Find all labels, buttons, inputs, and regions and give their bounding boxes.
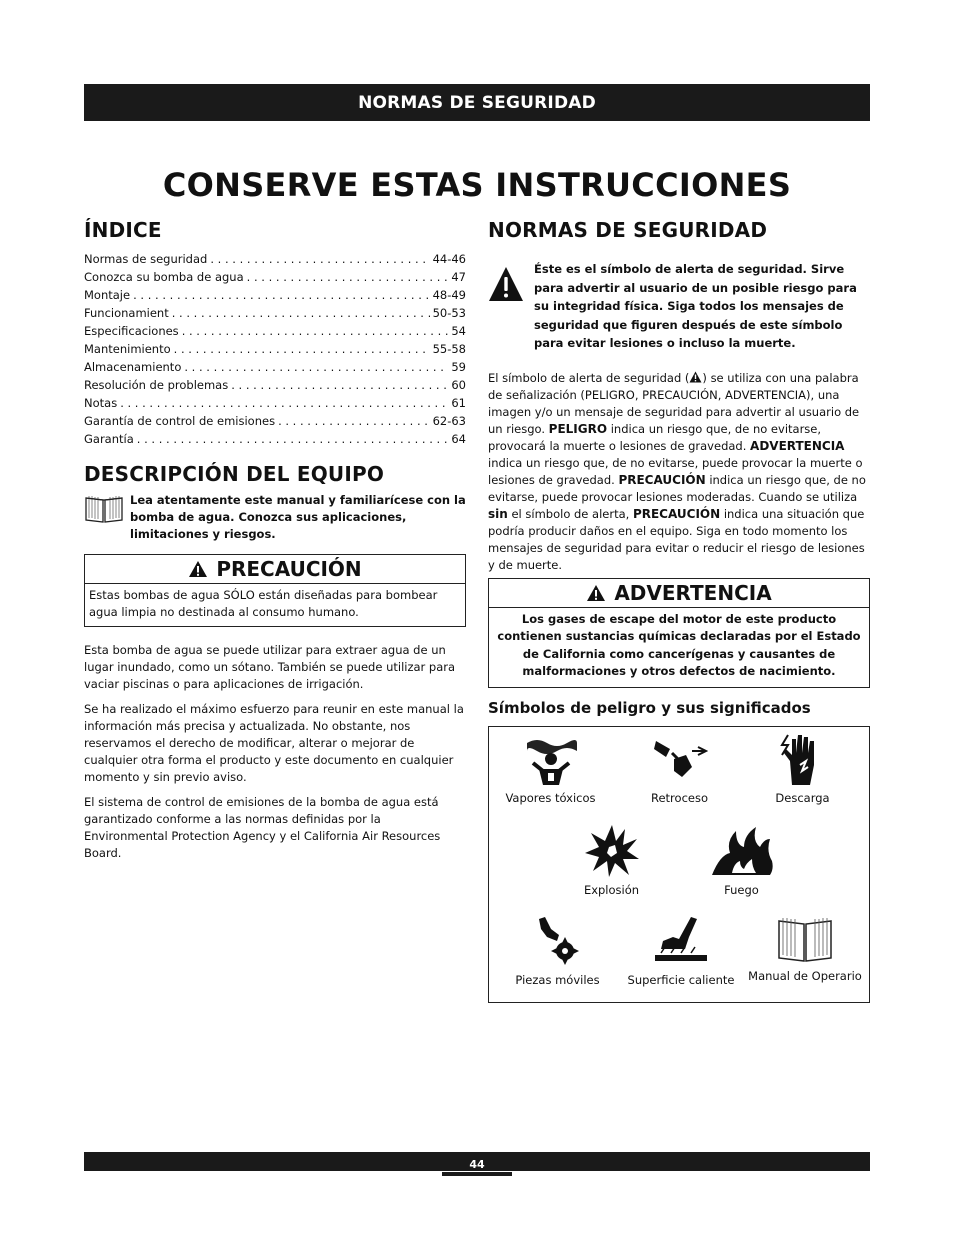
toc-entry xyxy=(84,358,466,376)
symbol-label: Vapores tóxicos xyxy=(505,790,596,805)
symbol-kickback xyxy=(632,737,727,805)
operator-manual-icon xyxy=(777,915,833,963)
read-manual-notice xyxy=(84,492,466,543)
toc-leader-dots xyxy=(210,250,429,268)
warning-box-text: Los gases de escape del motor de este producto contienen sustancias químicas declaradas por el Estado de California como cancerígenas y causantes de malformaciones y otros defectos de nacimiento. xyxy=(497,611,861,678)
table-of-contents xyxy=(84,250,466,448)
explosion-icon xyxy=(585,823,639,877)
hazard-symbols-heading: Símbolos de peligro y sus significados xyxy=(488,698,811,717)
symbol-fire xyxy=(694,825,789,897)
symbol-operator-manual xyxy=(745,915,865,983)
safety-alert-text: Éste es el símbolo de alerta de seguridad. Sirve para advertir al usuario de un posible riesgo para su integridad física. Siga todos los mensajes de seguridad que figuren después de este símbolo para evitar lesiones o incluso la muerte. xyxy=(534,262,857,350)
equipment-description-heading: DESCRIPCIÓN DEL EQUIPO xyxy=(84,462,385,486)
toc-entry-pages: 59 xyxy=(451,360,466,374)
toc-entry-label: Conozca su bomba de agua xyxy=(84,270,244,284)
section-header-title: NORMAS DE SEGURIDAD xyxy=(358,92,596,113)
caution-box-title: PRECAUCIÓN xyxy=(216,557,362,581)
signal-text-1: El símbolo de alerta de seguridad ( xyxy=(488,370,690,385)
toc-entry xyxy=(84,322,466,340)
fire-icon xyxy=(710,825,774,877)
signal-text-7: indica una situación que podría producir daños en el equipo. Siga en todo momento los mensajes de seguridad para evitar o reducir el riesgo de lesiones y de muerte. xyxy=(488,506,865,572)
toc-leader-dots xyxy=(247,268,449,286)
toc-entry-pages: 55-58 xyxy=(432,342,466,356)
section-header-bar xyxy=(84,84,870,121)
signal-word-sin: sin xyxy=(488,506,508,521)
toc-leader-dots xyxy=(172,304,430,322)
toc-leader-dots xyxy=(182,322,449,340)
safety-alert-intro xyxy=(488,260,870,353)
toc-entry-pages: 60 xyxy=(451,378,466,392)
toc-entry-label: Notas xyxy=(84,396,118,410)
symbol-label: Descarga xyxy=(775,790,830,805)
caution-box-header xyxy=(85,555,465,584)
warning-box-header xyxy=(489,579,869,608)
toc-entry xyxy=(84,304,466,322)
toc-entry xyxy=(84,268,466,286)
toc-leader-dots xyxy=(120,394,448,412)
index-heading: ÍNDICE xyxy=(84,218,162,242)
toc-entry-pages: 64 xyxy=(451,432,466,446)
toc-leader-dots xyxy=(231,376,448,394)
toc-leader-dots xyxy=(278,412,430,430)
symbol-toxic-fumes xyxy=(503,737,598,805)
safety-rules-heading: NORMAS DE SEGURIDAD xyxy=(488,218,768,242)
toc-entry-label: Mantenimiento xyxy=(84,342,171,356)
signal-word-precaucion: PRECAUCIÓN xyxy=(618,472,706,487)
signal-text-3: indica un riesgo que, de no evitarse, provocará la muerte o lesiones de gravedad. xyxy=(488,421,822,453)
warning-box xyxy=(488,578,870,688)
signal-text-4: indica un riesgo que, de no evitarse, puede provocar la muerte o lesiones de gravedad. xyxy=(488,455,863,487)
toc-entry xyxy=(84,250,466,268)
toc-entry-label: Resolución de problemas xyxy=(84,378,229,392)
toc-entry-pages: 61 xyxy=(451,396,466,410)
toxic-fumes-icon xyxy=(523,737,579,785)
symbol-label: Explosión xyxy=(583,882,640,897)
warning-triangle-icon xyxy=(188,560,208,578)
signal-word-precaucion-2: PRECAUCIÓN xyxy=(632,506,721,521)
signal-words-paragraph xyxy=(488,370,870,574)
caution-box xyxy=(84,554,466,627)
page-number-text: 44 xyxy=(469,1157,485,1171)
inline-alert-icon xyxy=(689,371,702,383)
toc-entry-pages: 44-46 xyxy=(432,252,466,266)
toc-entry xyxy=(84,430,466,448)
signal-text-6: el símbolo de alerta, xyxy=(507,506,633,521)
warning-box-title: ADVERTENCIA xyxy=(614,580,772,605)
left-column xyxy=(84,218,466,862)
toc-entry xyxy=(84,340,466,358)
toc-entry-label: Montaje xyxy=(84,288,131,302)
toc-leader-dots xyxy=(184,358,448,376)
electric-shock-icon xyxy=(778,731,828,785)
toc-entry-label: Funcionamient xyxy=(84,306,169,320)
usage-paragraph: Esta bomba de agua se puede utilizar para extraer agua de un lugar inundado, como un sótano. También se puede utilizar para vaciar piscinas o para aplicaciones de irrigación. xyxy=(84,643,456,691)
toc-entry-label: Especificaciones xyxy=(84,324,179,338)
toc-entry-pages: 62-63 xyxy=(432,414,466,428)
symbol-label: Superficie caliente xyxy=(627,972,735,987)
moving-parts-icon xyxy=(533,915,583,967)
symbol-electric-shock xyxy=(755,731,850,805)
symbol-explosion xyxy=(564,823,659,897)
page-title: CONSERVE ESTAS INSTRUCCIONES xyxy=(162,166,792,204)
signal-text-2: ) se utiliza con una palabra de señalización (PELIGRO, PRECAUCIÓN, ADVERTENCIA), una imagen y/o un mensaje de seguridad para advertir al usuario de un riesgo. xyxy=(488,370,860,436)
symbol-hot-surface xyxy=(626,915,736,987)
symbol-label: Fuego xyxy=(724,882,759,897)
operator-manual-icon xyxy=(84,494,124,524)
signal-word-peligro: PELIGRO xyxy=(548,421,608,436)
toc-entry-pages: 48-49 xyxy=(432,288,466,302)
toc-entry-label: Garantía de control de emisiones xyxy=(84,414,276,428)
toc-entry-pages: 54 xyxy=(451,324,466,338)
signal-word-advertencia: ADVERTENCIA xyxy=(750,438,845,453)
right-column xyxy=(488,218,870,1003)
symbol-label: Manual de Operario xyxy=(748,968,862,983)
toc-entry-label: Garantía xyxy=(84,432,134,446)
toc-leader-dots xyxy=(137,430,449,448)
toc-entry xyxy=(84,394,466,412)
toc-entry-label: Almacenamiento xyxy=(84,360,182,374)
toc-entry-pages: 50-53 xyxy=(432,306,466,320)
toc-entry xyxy=(84,376,466,394)
caution-box-text: Estas bombas de agua SÓLO están diseñadas para bombear agua limpia no destinada al consumo humano. xyxy=(89,588,438,619)
toc-entry xyxy=(84,286,466,304)
toc-entry xyxy=(84,412,466,430)
signal-text-5: indica un riesgo que, de no evitarse, puede provocar lesiones moderadas. Cuando se utiliza xyxy=(488,472,866,504)
disclaimer-paragraph: Se ha realizado el máximo esfuerzo para reunir en este manual la información más precisa y actualizada. No obstante, nos reservamos el derecho de modificar, alterar o mejorar de cualquier otra forma el producto y este documento en cualquier momento y sin previo aviso. xyxy=(84,702,464,784)
read-manual-text: Lea atentamente este manual y familiarícese con la bomba de agua. Conozca sus aplicaciones, limitaciones y riesgos. xyxy=(130,493,466,541)
emissions-paragraph: El sistema de control de emisiones de la bomba de agua está garantizado conforme a las normas definidas por la Environmental Protection Agency y el California Air Resources Board. xyxy=(84,795,441,860)
warning-triangle-icon xyxy=(586,584,606,602)
symbol-moving-parts xyxy=(510,915,605,987)
hot-surface-icon xyxy=(651,915,711,967)
toc-leader-dots xyxy=(174,340,430,358)
symbol-label: Piezas móviles xyxy=(515,972,600,987)
toc-leader-dots xyxy=(133,286,430,304)
hazard-symbols-panel xyxy=(488,726,870,1003)
toc-entry-pages: 47 xyxy=(451,270,466,284)
page-number xyxy=(442,1152,512,1176)
safety-alert-icon xyxy=(488,266,524,302)
kickback-icon xyxy=(652,737,708,785)
toc-entry-label: Normas de seguridad xyxy=(84,252,208,266)
symbol-label: Retroceso xyxy=(651,790,708,805)
